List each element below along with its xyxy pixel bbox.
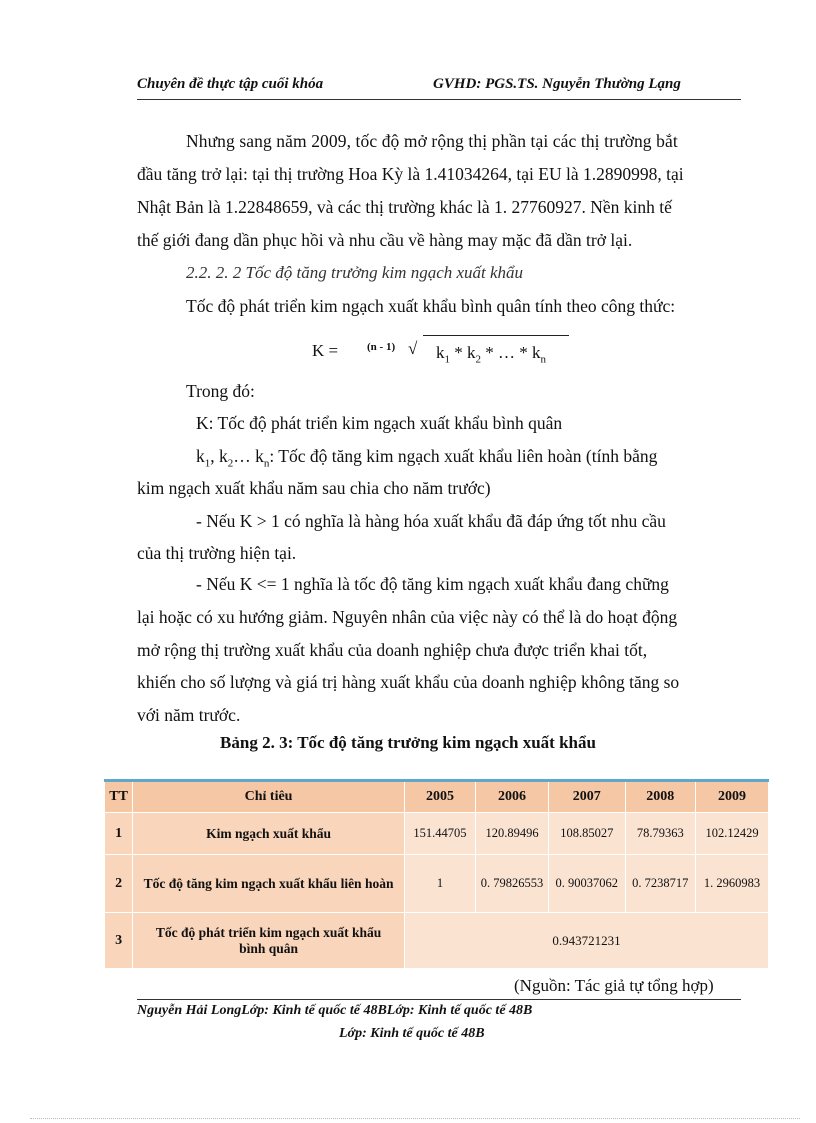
row-tt: 2 [105,855,133,913]
cell-value: 102.12429 [696,813,769,855]
k-definition: K: Tốc độ phát triển kim ngạch xuất khẩu bình quân [196,413,563,433]
formula-radicand [436,343,546,365]
table-header-row [105,781,769,813]
export-growth-table [104,779,769,969]
table-row [105,913,769,969]
bullet-1-line-1: - Nếu K > 1 có nghĩa là hàng hóa xuất khẩu đã đáp ứng tốt nhu cầu [196,511,666,531]
cell-value: 78.79363 [625,813,695,855]
bullet-2-line-1: - Nếu K <= 1 nghĩa là tốc độ tăng kim ngạch xuất khẩu đang chững [196,574,669,594]
paragraph-1-line-1: Nhưng sang năm 2009, tốc độ mở rộng thị phần tại các thị trường bắt [186,131,678,151]
page-header [137,76,737,100]
cell-value: 1 [404,855,475,913]
bullet-1-line-2: của thị trường hiện tại. [137,543,297,563]
radicand-k: k [436,343,445,362]
cell-value: 151.44705 [404,813,475,855]
kn-sub-n: n [263,457,270,470]
radicand-sub-2: 2 [475,353,481,366]
paragraph-1-line-3: Nhật Bản là 1.22848659, và các thị trường khác là 1. 27760927. Nền kinh tế [137,197,672,217]
radicand-sub-n: n [540,353,546,366]
footer-author-class: Nguyễn Hải LongLớp: Kinh tế quốc tế 48BLớp: Kinh tế quốc tế 48B [137,1003,533,1018]
cell-value: 0. 7238717 [625,855,695,913]
header-supervisor: GVHD: PGS.TS. Nguyễn Thường Lạng [433,76,681,92]
row-label: Kim ngạch xuất khẩu [133,813,405,855]
header-2007: 2007 [549,781,626,813]
table-title: Bảng 2. 3: Tốc độ tăng trưởng kim ngạch xuất khẩu [220,733,596,752]
table-row [105,813,769,855]
bullet-2-line-3: mở rộng thị trường xuất khẩu của doanh nghiệp chưa được triển khai tốt, [137,640,648,660]
cell-value: 1. 2960983 [696,855,769,913]
row-tt: 3 [105,913,133,969]
kn-definition-line-1 [196,446,657,470]
row-label: Tốc độ phát triển kim ngạch xuất khẩu bình quân [133,913,405,969]
kn-sub-2: 2 [227,457,234,470]
cell-value: 108.85027 [549,813,626,855]
radicand-sub-1: 1 [444,353,450,366]
paragraph-1-line-4: thế giới đang dần phục hồi và nhu cầu về hàng may mặc đã dần trở lại. [137,230,633,250]
bullet-2-line-5: với năm trước. [137,705,241,725]
header-2009: 2009 [696,781,769,813]
footer-divider [137,999,741,1000]
radicand-mid-1: * k [450,343,476,362]
page-bottom-border [30,1118,800,1119]
kn-k2: , k [210,446,228,466]
formula-lhs: K = [312,341,339,360]
radicand-mid-2: * … * k [481,343,541,362]
formula-intro: Tốc độ phát triển kim ngạch xuất khẩu bình quân tính theo công thức: [186,296,676,316]
header-2006: 2006 [476,781,549,813]
header-divider [137,99,741,100]
header-2008: 2008 [625,781,695,813]
footer-class: Lớp: Kinh tế quốc tế 48B [339,1026,485,1041]
kn-description: : Tốc độ tăng kim ngạch xuất khẩu liên hoàn (tính bằng [269,446,658,466]
paragraph-1-line-2: đầu tăng trở lại: tại thị trường Hoa Kỳ là 1.41034264, tại EU là 1.2890998, tại [137,164,684,184]
cell-merged-value: 0.943721231 [404,913,768,969]
cell-value: 120.89496 [476,813,549,855]
radical-overline [423,335,569,336]
kn-definition-line-2: kim ngạch xuất khẩu năm sau chia cho năm trước) [137,478,491,498]
table-source: (Nguồn: Tác giả tự tổng hợp) [514,976,714,995]
kn-sub-1: 1 [204,457,211,470]
kn-k1: k [196,446,205,466]
header-2005: 2005 [404,781,475,813]
header-report-title: Chuyên đề thực tập cuối khóa [137,76,324,92]
where-intro: Trong đó: [186,381,255,401]
kn-kn: … k [233,446,264,466]
header-indicator: Chỉ tiêu [133,781,405,813]
radical-symbol: √ [408,339,418,358]
row-tt: 1 [105,813,133,855]
header-tt: TT [105,781,133,813]
bullet-2-line-2: lại hoặc có xu hướng giảm. Nguyên nhân của việc này có thể là do hoạt động [137,607,678,627]
cell-value: 0. 90037062 [549,855,626,913]
cell-value: 0. 79826553 [476,855,549,913]
table-row [105,855,769,913]
formula-root-index: (n - 1) [367,341,396,353]
bullet-2-line-4: khiến cho số lượng và giá trị hàng xuất khẩu của doanh nghiệp không tăng so [137,672,680,692]
section-heading: 2.2. 2. 2 Tốc độ tăng trưởng kim ngạch xuất khẩu [186,263,524,282]
row-label: Tốc độ tăng kim ngạch xuất khẩu liên hoàn [133,855,405,913]
